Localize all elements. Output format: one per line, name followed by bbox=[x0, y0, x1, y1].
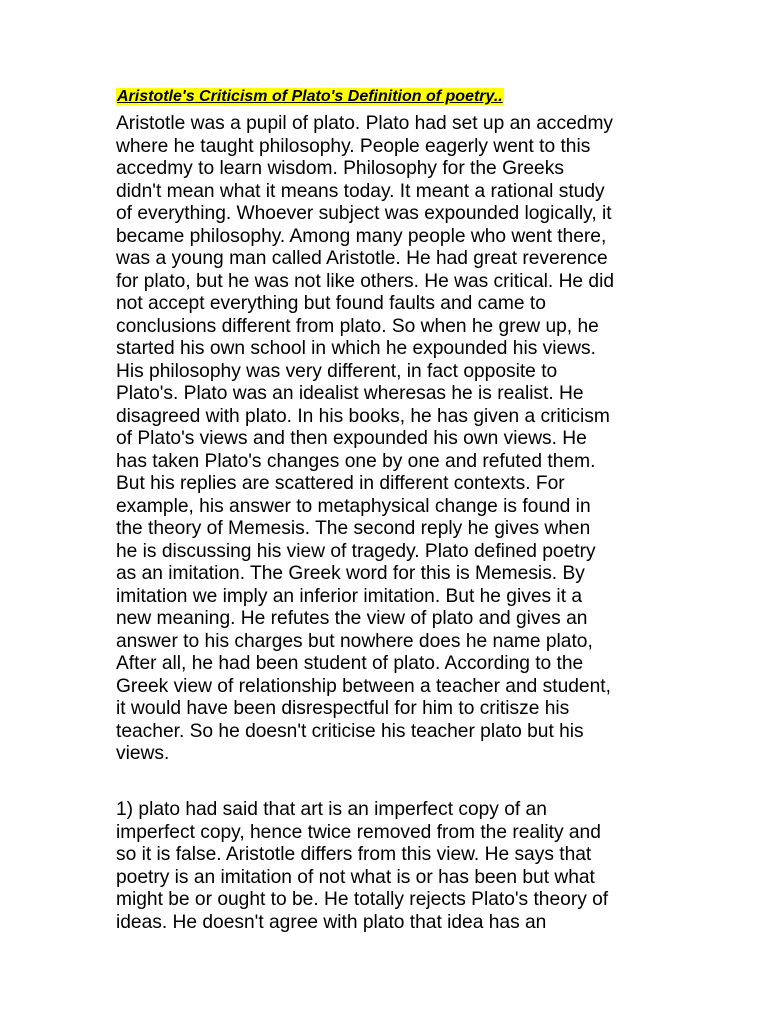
text-line: 1) plato had said that art is an imperfect copy of an bbox=[116, 799, 547, 820]
text-line: as an imitation. The Greek word for this is Memesis. By bbox=[116, 563, 585, 584]
text-line: disagreed with plato. In his books, he has given a criticism bbox=[116, 405, 610, 427]
text-line: became philosophy. Among many people who went there, bbox=[116, 225, 607, 247]
text-line: Greek view of relationship between a teacher and student, bbox=[116, 675, 611, 697]
text-line: new meaning. He refutes the view of plato and gives an bbox=[116, 608, 588, 629]
text-line: started his own school in which he expounded his views. bbox=[116, 338, 596, 359]
text-line: it would have been disrespectful for him to critisze his bbox=[116, 698, 570, 719]
text-line: for plato, but he was not like others. He was critical. He did bbox=[116, 270, 615, 292]
text-line: not accept everything but found faults and came to bbox=[116, 293, 546, 314]
text-line: was a young man called Aristotle. He had great reverence bbox=[116, 248, 608, 269]
heading-line bbox=[116, 86, 504, 108]
paragraph-point-1 bbox=[116, 799, 656, 934]
text-line: the theory of Memesis. The second reply he gives when bbox=[116, 518, 591, 539]
text-line: so it is false. Aristotle differs from this view. He says that bbox=[116, 844, 592, 865]
text-line: accedmy to learn wisdom. Philosophy for the Greeks bbox=[116, 158, 564, 179]
text-line: views. bbox=[116, 743, 170, 764]
text-line: example, his answer to metaphysical change is found in bbox=[116, 495, 591, 517]
text-line: has taken Plato's changes one by one and refuted them. bbox=[116, 450, 596, 472]
text-line: answer to his charges but nowhere does he name plato, bbox=[116, 630, 593, 652]
text-line: of everything. Whoever subject was expounded logically, it bbox=[116, 203, 612, 224]
text-line: imitation we imply an inferior imitation. But he gives it a bbox=[116, 585, 583, 607]
text-line: But his replies are scattered in different contexts. For bbox=[116, 473, 565, 494]
text-line: teacher. So he doesn't criticise his teacher plato but his bbox=[116, 720, 584, 742]
text-line: didn't mean what it means today. It meant a rational study bbox=[116, 180, 605, 202]
text-line: he is discussing his view of tragedy. Plato defined poetry bbox=[116, 540, 596, 562]
text-line: of Plato's views and then expounded his own views. He bbox=[116, 428, 587, 449]
text-line: ideas. He doesn't agree with plato that idea has an bbox=[116, 911, 547, 933]
text-line: poetry is an imitation of not what is or has been but what bbox=[116, 866, 595, 888]
text-line: where he taught philosophy. People eagerly went to this bbox=[116, 135, 591, 157]
document-title: Aristotle's Criticism of Plato's Definition of poetry.. bbox=[117, 88, 503, 105]
text-line: Plato's. Plato was an idealist wheresas he is realist. He bbox=[116, 383, 584, 404]
text-line: might be or ought to be. He totally rejects Plato's theory of bbox=[116, 889, 609, 910]
paragraph-intro bbox=[116, 113, 656, 766]
text-line: conclusions different from plato. So when he grew up, he bbox=[116, 315, 599, 337]
text-line: After all, he had been student of plato. According to the bbox=[116, 653, 584, 674]
text-line: His philosophy was very different, in fact opposite to bbox=[116, 360, 558, 382]
text-line: Aristotle was a pupil of plato. Plato had set up an accedmy bbox=[116, 113, 614, 134]
text-line: imperfect copy, hence twice removed from the reality and bbox=[116, 821, 601, 843]
